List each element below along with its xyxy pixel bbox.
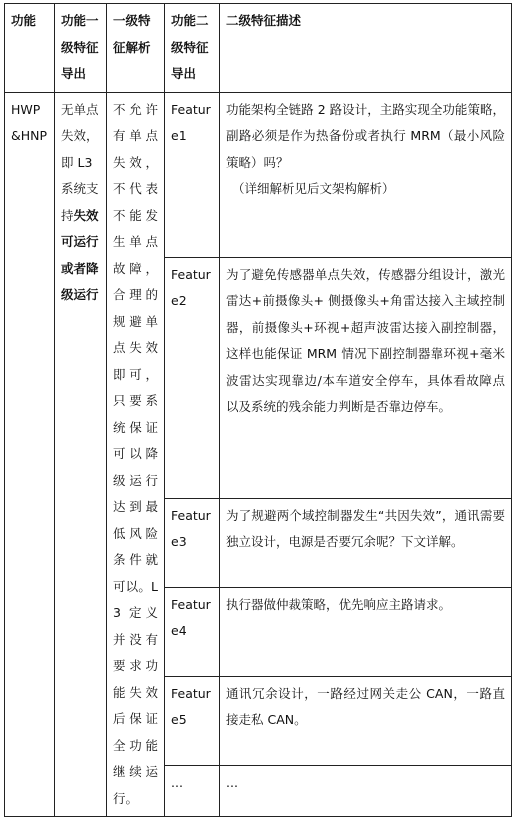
function-name-cell: HWP&HNP — [5, 92, 55, 817]
header-row — [5, 4, 512, 93]
header-level1-export: 功能一级特征导出 — [55, 4, 107, 93]
feature-note-text: （详细解析见后文架构解析） — [232, 181, 395, 196]
header-level2-export: 功能二级特征导出 — [165, 4, 220, 93]
feature-desc-cell: 为了避免传感器单点失效，传感器分组设计，激光雷达+前摄像头+ 侧摄像头+角雷达接入主域控制器，前摄像头+环视+超声波雷达接入副控制器，这样也能保证 MRM 情况下副控制器靠环视+毫米波雷达实现靠边/本车道安全停车，具体看故障点以及系统的残余能力判断是否靠边停车。 — [220, 257, 512, 498]
feature-name-cell: ... — [165, 765, 220, 816]
feature-name-cell: Feature4 — [165, 587, 220, 676]
feature-desc-cell: 为了规避两个域控制器发生“共因失效”，通讯需要独立设计，电源是否要冗余呢？下文详解。 — [220, 498, 512, 587]
feature-name-cell: Feature1 — [165, 92, 220, 257]
level1-export-emphasis: 失效可运行或者降级运行 — [61, 207, 99, 302]
header-function: 功能 — [5, 4, 55, 93]
header-level2-desc: 二级特征描述 — [220, 4, 512, 93]
level1-analysis-cell: 不允许有单点失效，不代表不能发生单点故障，合理的规避单点失效即可，只要系统保证可以降级运行达到最低风险条件就可以。L3 定义并没有要求功能失效后保证全功能继续运行。 — [107, 92, 165, 817]
level1-export-cell — [55, 92, 107, 817]
header-level1-analysis: 一级特征解析 — [107, 4, 165, 93]
feature-desc-cell: ... — [220, 765, 512, 816]
feature-name-cell: Feature2 — [165, 257, 220, 498]
table-row — [5, 92, 512, 257]
feature-table — [4, 3, 512, 817]
feature-desc-cell: 通讯冗余设计，一路经过网关走公 CAN，一路直接走私 CAN。 — [220, 676, 512, 765]
level1-export-text: 无单点失效，即 L3 系统支持 — [61, 101, 99, 223]
feature-name-cell: Feature5 — [165, 676, 220, 765]
feature-name-cell: Feature3 — [165, 498, 220, 587]
feature-desc-cell: 执行器做仲裁策略，优先响应主路请求。 — [220, 587, 512, 676]
feature-desc-cell — [220, 92, 512, 257]
feature-desc-text: 功能架构全链路 2 路设计，主路实现全功能策略，副路必须是作为热备份或者执行 MRM（最小风险策略）吗？ — [226, 101, 505, 170]
